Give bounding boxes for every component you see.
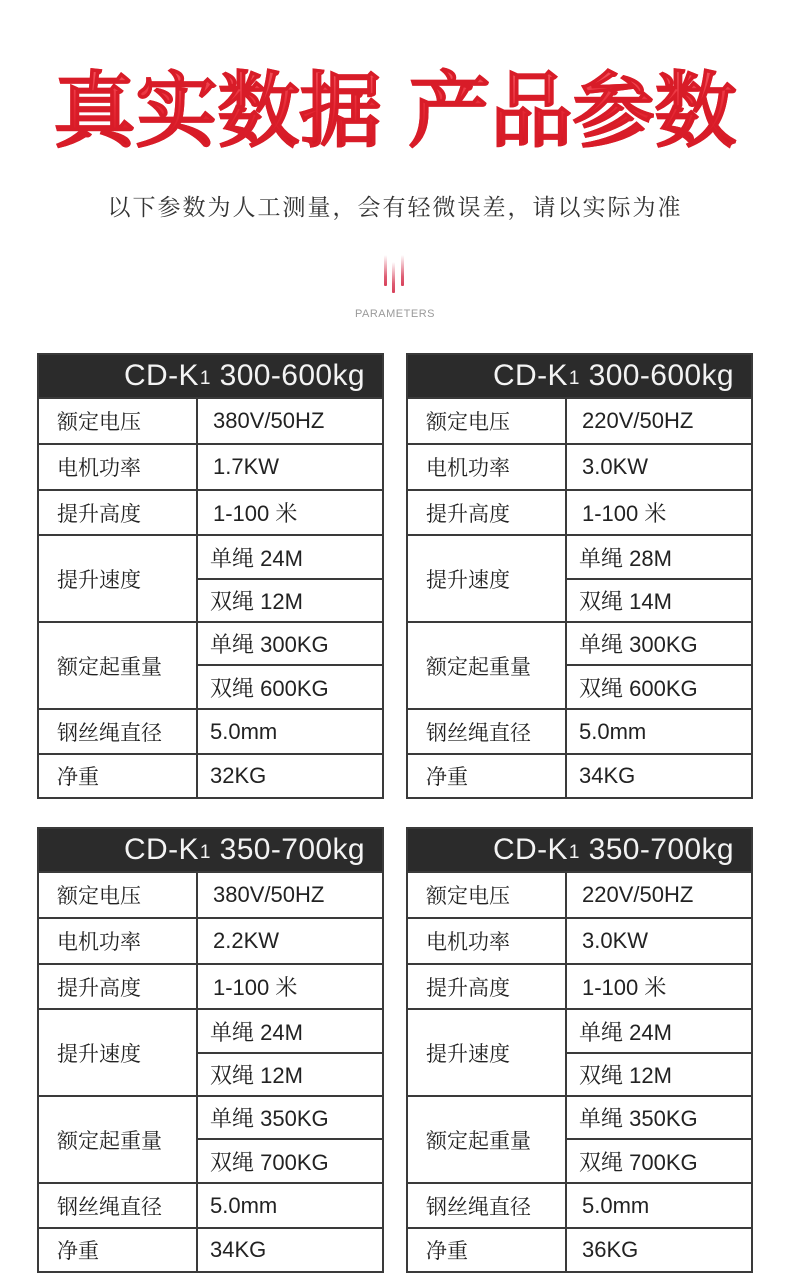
- label-load: 额定起重量: [39, 1095, 198, 1182]
- value-voltage: 220V/50HZ: [567, 871, 751, 917]
- section-label: PARAMETERS: [355, 308, 435, 320]
- value-speed-single: 单绳 24M: [198, 534, 382, 578]
- label-speed: 提升速度: [408, 1008, 567, 1095]
- label-weight: 净重: [39, 1227, 198, 1271]
- label-load: 额定起重量: [39, 621, 198, 708]
- table-header: [39, 829, 382, 871]
- label-weight: 净重: [408, 753, 567, 797]
- value-load-double: 双绳 600KG: [567, 664, 751, 708]
- label-voltage: 额定电压: [39, 871, 198, 917]
- value-weight: 36KG: [567, 1227, 751, 1271]
- value-height: 1-100 米: [567, 489, 751, 534]
- value-weight: 32KG: [198, 753, 382, 797]
- table-header: [408, 829, 751, 871]
- value-speed-single: 单绳 24M: [198, 1008, 382, 1052]
- model-range: 350-700kg: [579, 833, 734, 866]
- value-voltage: 380V/50HZ: [198, 397, 382, 443]
- value-power: 3.0KW: [567, 443, 751, 489]
- value-speed-double: 双绳 12M: [198, 578, 382, 621]
- deco-line-center: [392, 262, 395, 293]
- label-wire: 钢丝绳直径: [39, 708, 198, 753]
- value-wire: 5.0mm: [567, 708, 751, 753]
- label-speed: 提升速度: [39, 1008, 198, 1095]
- page-title: [0, 66, 790, 158]
- value-wire: 5.0mm: [198, 1182, 382, 1227]
- label-height: 提升高度: [408, 963, 567, 1008]
- label-power: 电机功率: [39, 443, 198, 489]
- spec-table-3: [37, 827, 384, 1273]
- model-sub: 1: [199, 368, 211, 389]
- table-header: [39, 355, 382, 397]
- value-load-single: 单绳 350KG: [567, 1095, 751, 1138]
- value-height: 1-100 米: [198, 963, 382, 1008]
- model-range: 300-600kg: [210, 359, 365, 392]
- page-title-part2: 产品参数: [408, 64, 737, 159]
- label-wire: 钢丝绳直径: [408, 708, 567, 753]
- spec-grid: [408, 397, 751, 797]
- value-load-double: 双绳 700KG: [567, 1138, 751, 1182]
- label-voltage: 额定电压: [408, 871, 567, 917]
- label-voltage: 额定电压: [39, 397, 198, 443]
- spec-grid: [39, 871, 382, 1271]
- value-height: 1-100 米: [198, 489, 382, 534]
- value-wire: 5.0mm: [198, 708, 382, 753]
- label-voltage: 额定电压: [408, 397, 567, 443]
- label-wire: 钢丝绳直径: [39, 1182, 198, 1227]
- value-load-single: 单绳 300KG: [567, 621, 751, 664]
- value-load-double: 双绳 700KG: [198, 1138, 382, 1182]
- value-weight: 34KG: [198, 1227, 382, 1271]
- spec-grid: [39, 397, 382, 797]
- model-prefix: CD-K: [123, 833, 199, 866]
- value-wire: 5.0mm: [567, 1182, 751, 1227]
- value-speed-double: 双绳 14M: [567, 578, 751, 621]
- model-range: 350-700kg: [210, 833, 365, 866]
- value-voltage: 380V/50HZ: [198, 871, 382, 917]
- label-speed: 提升速度: [39, 534, 198, 621]
- model-sub: 1: [568, 842, 580, 863]
- label-load: 额定起重量: [408, 621, 567, 708]
- value-load-double: 双绳 600KG: [198, 664, 382, 708]
- spec-grid: [408, 871, 751, 1271]
- model-prefix: CD-K: [123, 359, 199, 392]
- page-title-part1: 真实数据: [53, 64, 382, 159]
- spec-table-1: [37, 353, 384, 799]
- value-power: 3.0KW: [567, 917, 751, 963]
- value-speed-single: 单绳 28M: [567, 534, 751, 578]
- value-speed-single: 单绳 24M: [567, 1008, 751, 1052]
- model-sub: 1: [199, 842, 211, 863]
- model-sub: 1: [568, 368, 580, 389]
- value-speed-double: 双绳 12M: [567, 1052, 751, 1095]
- value-load-single: 单绳 300KG: [198, 621, 382, 664]
- value-height: 1-100 米: [567, 963, 751, 1008]
- value-load-single: 单绳 350KG: [198, 1095, 382, 1138]
- label-power: 电机功率: [408, 443, 567, 489]
- label-height: 提升高度: [39, 489, 198, 534]
- spec-table-4: [406, 827, 753, 1273]
- value-power: 1.7KW: [198, 443, 382, 489]
- model-prefix: CD-K: [492, 833, 568, 866]
- label-weight: 净重: [39, 753, 198, 797]
- label-wire: 钢丝绳直径: [408, 1182, 567, 1227]
- spec-table-2: [406, 353, 753, 799]
- model-prefix: CD-K: [492, 359, 568, 392]
- label-speed: 提升速度: [408, 534, 567, 621]
- deco-line-left: [384, 255, 387, 286]
- label-power: 电机功率: [408, 917, 567, 963]
- model-range: 300-600kg: [579, 359, 734, 392]
- table-header: [408, 355, 751, 397]
- deco-line-right: [401, 255, 404, 286]
- label-weight: 净重: [408, 1227, 567, 1271]
- label-load: 额定起重量: [408, 1095, 567, 1182]
- value-voltage: 220V/50HZ: [567, 397, 751, 443]
- label-power: 电机功率: [39, 917, 198, 963]
- subtitle-disclaimer: 以下参数为人工测量，会有轻微误差，请以实际为准: [107, 194, 683, 220]
- label-height: 提升高度: [39, 963, 198, 1008]
- value-speed-double: 双绳 12M: [198, 1052, 382, 1095]
- label-height: 提升高度: [408, 489, 567, 534]
- value-weight: 34KG: [567, 753, 751, 797]
- value-power: 2.2KW: [198, 917, 382, 963]
